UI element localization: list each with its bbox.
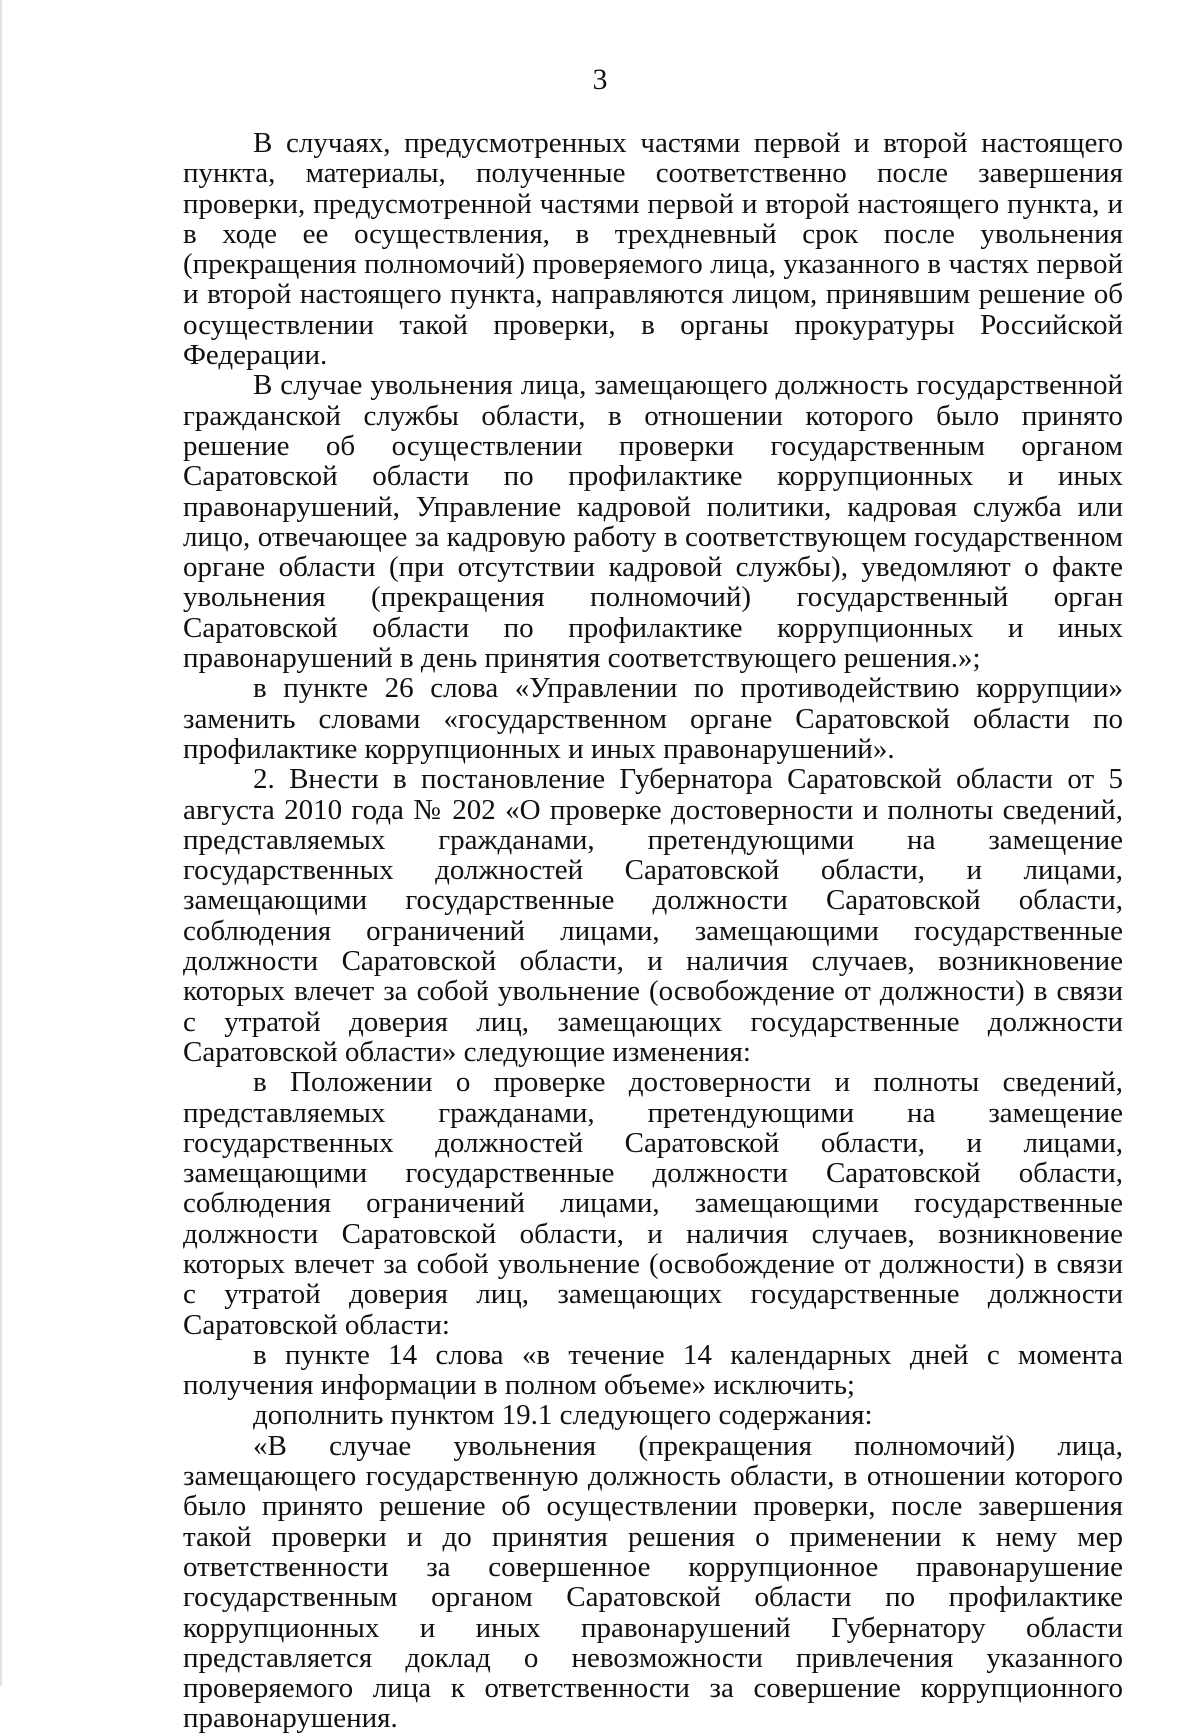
- paragraph: дополнить пунктом 19.1 следующего содержания:: [253, 1399, 873, 1432]
- paragraph: 2. Внести в постановление Губернатора Саратовской области от 5 августа 2010 года № 202 «О проверке достоверности и полноты сведений, представляемых гражданами, претендующими на замещение государственных должностей Саратовской области, и лицами, замещающими государственные должности Саратовской области, соблюдения ограничений лицами, замещающими государственные должности Саратовской области, и наличия случаев, возникновение которых влечет за собой увольнение (освобождение от должности) в связи с утратой доверия лиц, замещающих государственные должности Саратовской области» следующие изменения:: [183, 763, 1123, 1068]
- paragraph: в Положении о проверке достоверности и полноты сведений, представляемых гражданами, претендующими на замещение государственных должностей Саратовской области, и лицами, замещающими государственные должности Саратовской области, соблюдения ограничений лицами, замещающими государственные должности Саратовской области, и наличия случаев, возникновение которых влечет за собой увольнение (освобождение от должности) в связи с утратой доверия лиц, замещающих государственные должности Саратовской области:: [183, 1066, 1123, 1341]
- paragraph: в пункте 14 слова «в течение 14 календарных дней с момента получения информации в полном объеме» исключить;: [183, 1338, 1123, 1402]
- paragraph: В случае увольнения лица, замещающего должность государственной гражданской службы области, в отношении которого было принято решение об осуществлении проверки государственным органом Саратовской области по профилактике коррупционных и иных правонарушений, Управление кадровой политики, кадровая служба или лицо, отвечающее за кадровую работу в соответствующем государственном органе области (при отсутствии кадровой службы), уведомляют о факте увольнения (прекращения полномочий) государственный орган Саратовской области по профилактике коррупционных и иных правонарушений в день принятия соответствующего решения.»;: [183, 369, 1123, 675]
- paragraph: В случаях, предусмотренных частями первой и второй настоящего пункта, материалы, полученные соответственно после завершения проверки, предусмотренной частями первой и второй настоящего пункта, и в ходе ее осуществления, в трехдневный срок после увольнения (прекращения полномочий) проверяемого лица, указанного в частях первой и второй настоящего пункта, направляются лицом, принявшим решение об осуществлении такой проверки, в органы прокуратуры Российской Федерации.: [183, 127, 1123, 372]
- paragraph: в пункте 26 слова «Управлении по противодействию коррупции» заменить словами «государственном органе Саратовской области по профилактике коррупционных и иных правонарушений».: [183, 672, 1123, 765]
- document-body: [183, 128, 1123, 1734]
- paragraph: «В случае увольнения (прекращения полномочий) лица, замещающего государственную должность области, в отношении которого было принято решение об осуществлении проверки, после завершения такой проверки и до принятия решения о применении к нему мер ответственности за совершенное коррупционное правонарушение государственным органом Саратовской области по профилактике коррупционных и иных правонарушений Губернатору области представляется доклад о невозможности привлечения указанного проверяемого лица к ответственности за совершение коррупционного правонарушения.: [183, 1429, 1123, 1734]
- page-number: 3: [592, 63, 608, 96]
- scan-edge: [0, 0, 3, 1686]
